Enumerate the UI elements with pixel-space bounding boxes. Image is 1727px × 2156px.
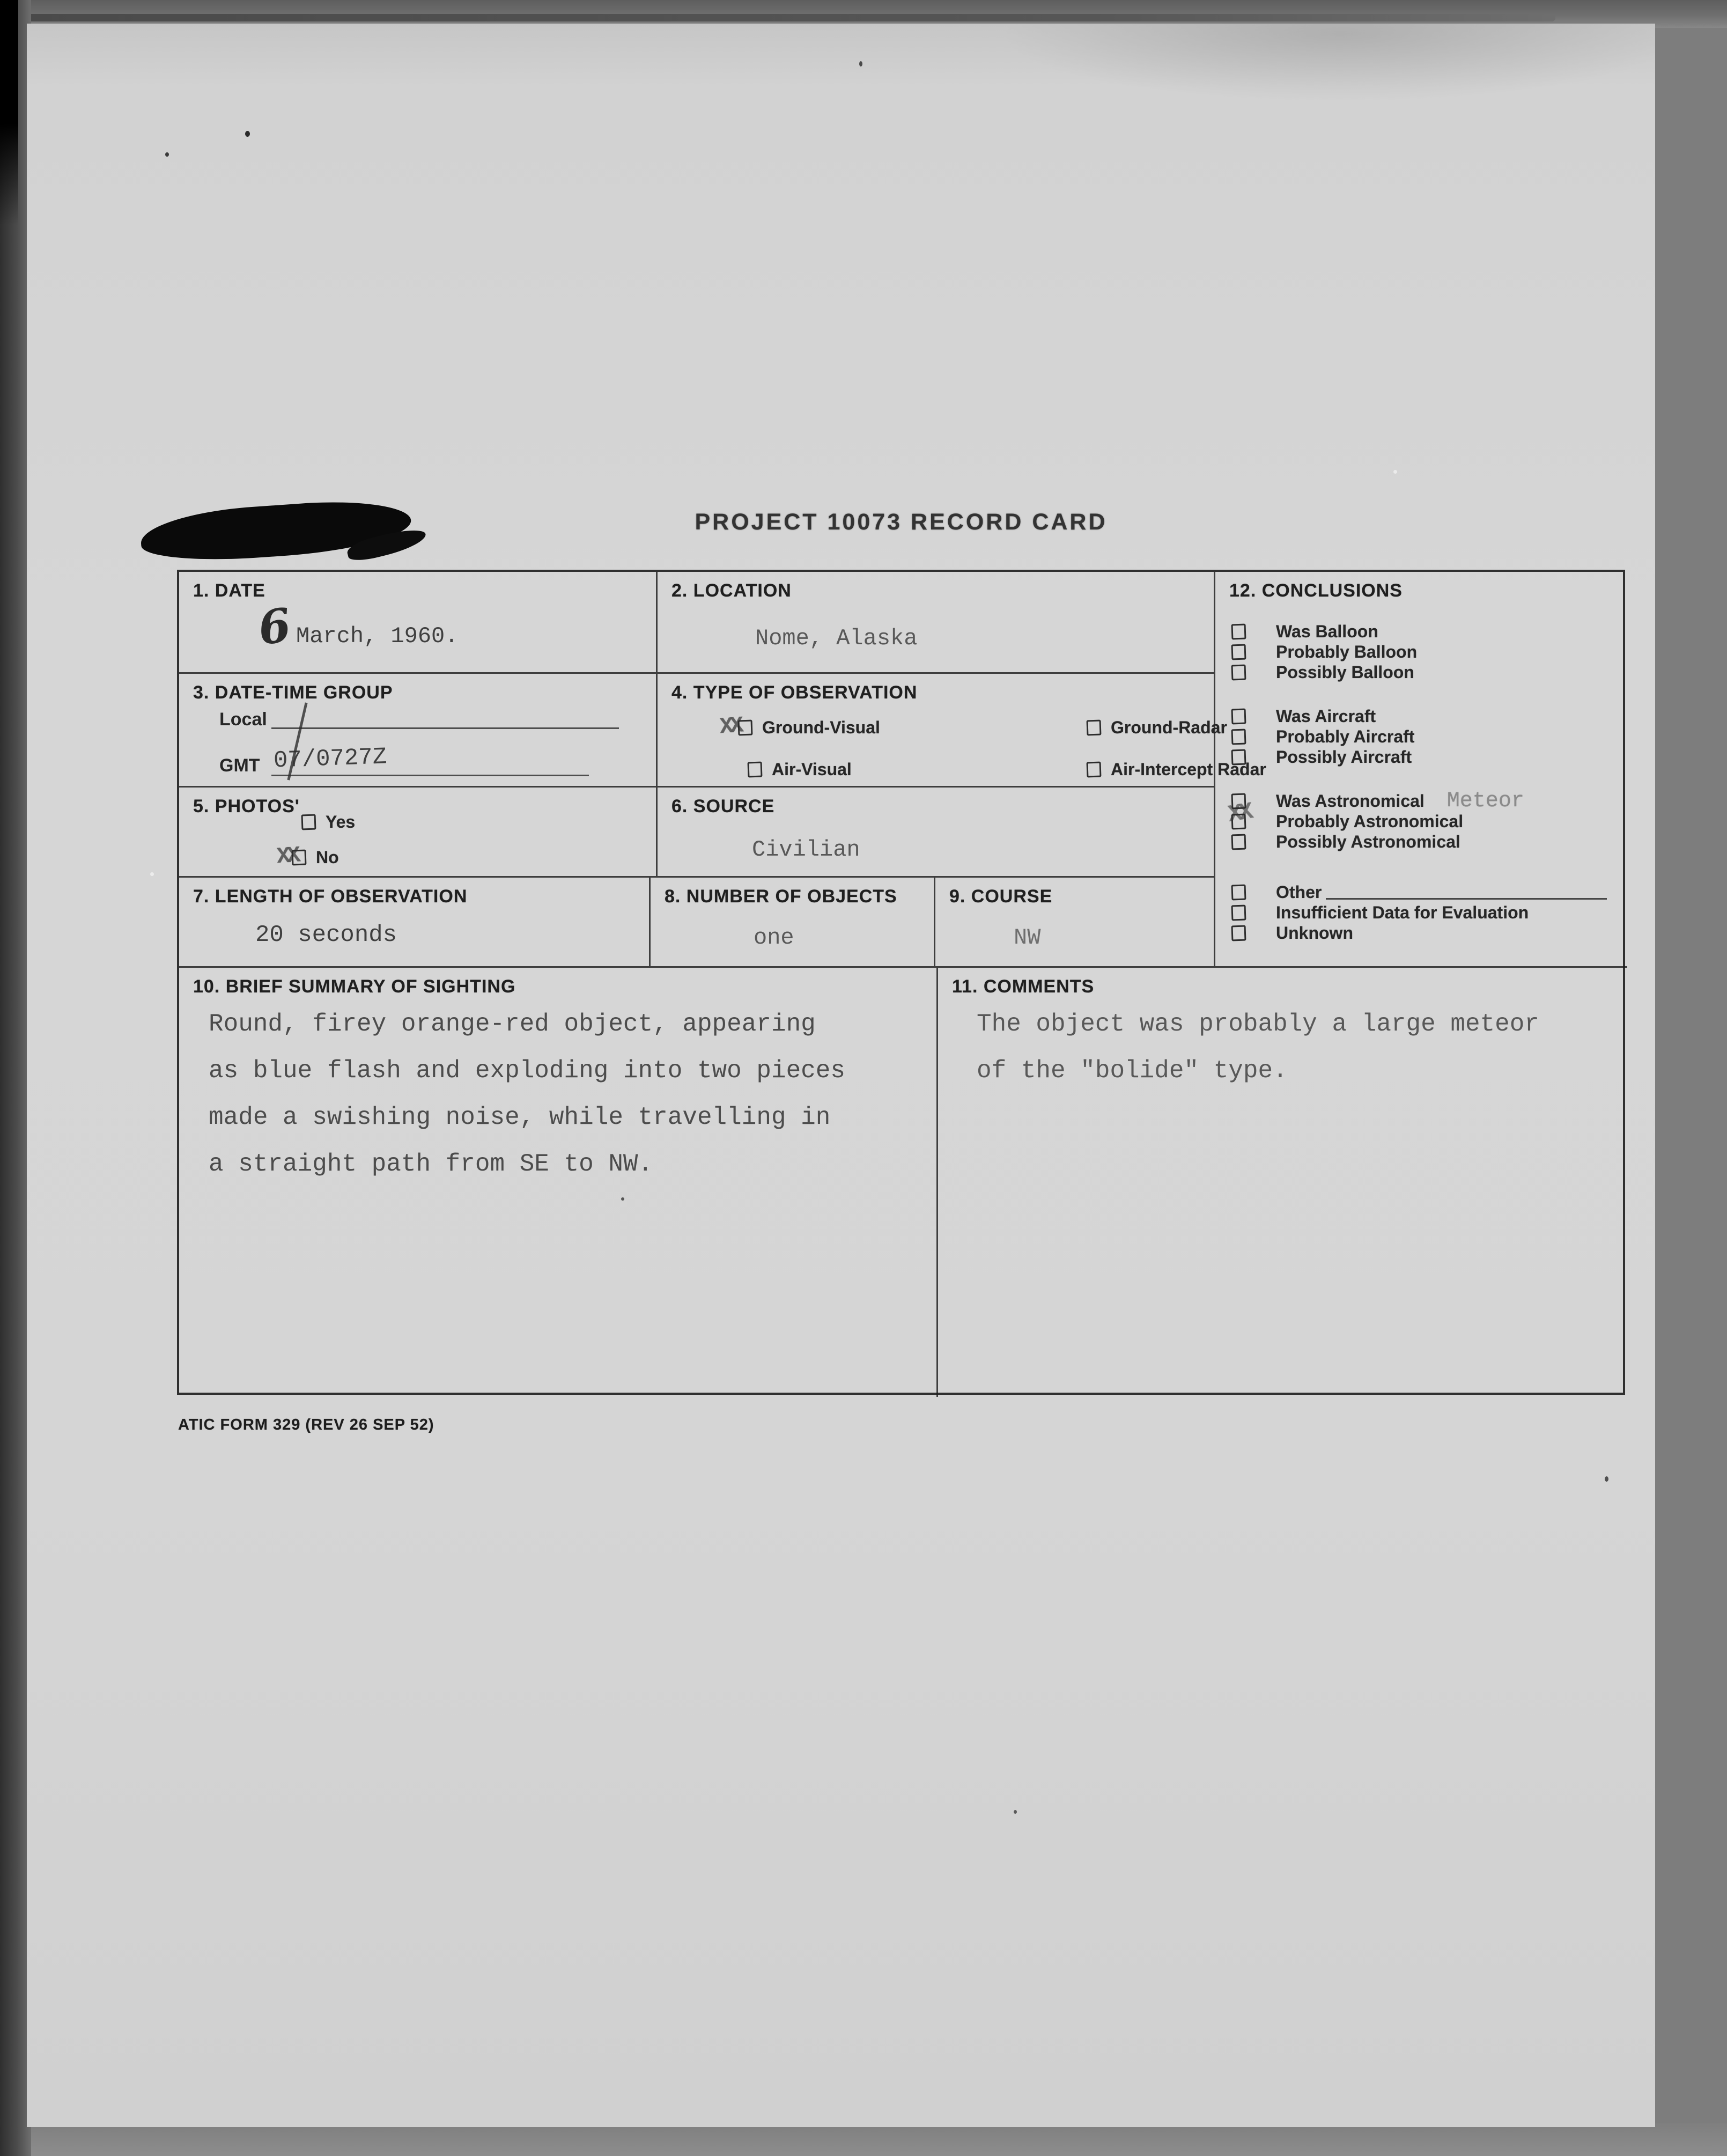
checkbox-icon	[1231, 729, 1246, 745]
form-number: ATIC FORM 329 (REV 26 SEP 52)	[178, 1416, 434, 1433]
checkbox-icon	[1087, 762, 1102, 778]
date-label: 1. DATE	[193, 580, 265, 601]
summary-line: as blue flash and exploding into two pieces	[209, 1057, 845, 1085]
gmt-blank-line	[271, 754, 589, 776]
white-speck	[150, 872, 154, 876]
checkbox-icon	[1231, 623, 1246, 639]
summary-text	[209, 1001, 845, 1188]
comments-text	[977, 1001, 1539, 1094]
meteor-annotation: Meteor	[1446, 789, 1524, 813]
typed-x-mark: XX	[719, 712, 742, 740]
scan-corner-shadow	[0, 0, 18, 225]
dust-speck	[165, 152, 169, 157]
length-value: 20 seconds	[255, 922, 397, 948]
conclusion-probably-astronomical: Probably Astronomical	[1231, 811, 1607, 832]
record-card-table	[177, 570, 1625, 1395]
cell-comments	[938, 968, 1627, 1397]
comments-label: 11. COMMENTS	[952, 976, 1095, 997]
checkbox-icon	[1231, 925, 1246, 941]
checkbox-icon	[1087, 720, 1102, 736]
option-photos-no: XX No	[276, 842, 339, 870]
local-label: Local	[219, 709, 267, 730]
cell-type-of-observation	[658, 674, 1266, 788]
source-label: 6. SOURCE	[671, 796, 775, 816]
cell-brief-summary	[179, 968, 938, 1397]
checkbox-icon	[1231, 708, 1246, 724]
option-air-visual: Air-Visual	[748, 760, 852, 779]
conclusions-label: 12. CONCLUSIONS	[1229, 580, 1403, 601]
course-label: 9. COURSE	[949, 886, 1053, 907]
typed-x-mark: XX	[1226, 799, 1252, 829]
source-value: Civilian	[752, 837, 860, 863]
cell-number-of-objects	[651, 878, 935, 968]
conclusion-probably-aircraft: Probably Aircraft	[1231, 726, 1607, 747]
course-value: NW	[1014, 925, 1041, 951]
comments-line: of the "bolide" type.	[977, 1057, 1288, 1085]
summary-line: a straight path from SE to NW.	[209, 1150, 653, 1178]
checkbox-icon	[1231, 884, 1246, 900]
dust-speck	[621, 1197, 624, 1201]
conclusion-other: Other	[1231, 882, 1607, 902]
dust-speck	[1605, 1476, 1608, 1482]
cell-date-time-group	[179, 674, 658, 788]
conclusion-possibly-aircraft: Possibly Aircraft	[1231, 747, 1607, 767]
conclusion-possibly-balloon: Possibly Balloon	[1231, 662, 1607, 682]
local-blank-line	[271, 707, 619, 729]
cell-course	[935, 878, 1215, 968]
paper-sheet	[27, 24, 1655, 2127]
conclusion-possibly-astronomical: Possibly Astronomical	[1231, 832, 1607, 852]
option-ground-visual: XX Ground-Visual	[719, 712, 880, 740]
conclusion-insufficient-data: Insufficient Data for Evaluation	[1231, 902, 1607, 923]
summary-line: Round, firey orange-red object, appearing	[209, 1010, 816, 1038]
checkbox-icon	[1231, 644, 1246, 660]
checkbox-icon	[292, 850, 307, 866]
checkbox-icon	[301, 814, 316, 830]
white-speck	[1393, 470, 1397, 474]
checkbox-icon	[1231, 904, 1246, 921]
conclusion-was-aircraft: Was Aircraft	[1231, 706, 1607, 726]
scan-bottom-band	[0, 2123, 1727, 2156]
checkbox-icon	[738, 720, 753, 736]
cell-date	[179, 572, 658, 674]
number-label: 8. NUMBER OF OBJECTS	[665, 886, 897, 907]
comments-line: The object was probably a large meteor	[977, 1010, 1539, 1038]
other-blank-line	[1326, 885, 1607, 900]
checkbox-icon	[748, 762, 763, 778]
checkbox-icon	[1231, 813, 1246, 829]
gmt-label: GMT	[219, 755, 260, 776]
type-label: 4. TYPE OF OBSERVATION	[671, 682, 918, 703]
cell-length-of-observation	[179, 878, 651, 968]
checkbox-icon	[1231, 664, 1246, 680]
summary-label: 10. BRIEF SUMMARY OF SIGHTING	[193, 976, 516, 997]
conclusion-probably-balloon: Probably Balloon	[1231, 642, 1607, 662]
length-label: 7. LENGTH OF OBSERVATION	[193, 886, 468, 907]
number-value: one	[754, 925, 794, 951]
option-air-intercept-radar: Air-Intercept Radar	[1087, 760, 1266, 779]
checkbox-icon	[1231, 793, 1246, 809]
date-value: March, 1960.	[296, 623, 459, 649]
dust-speck	[245, 131, 250, 137]
option-photos-yes: Yes	[301, 812, 355, 832]
conclusion-was-balloon: Was Balloon	[1231, 621, 1607, 642]
dtg-label: 3. DATE-TIME GROUP	[193, 682, 393, 703]
location-value: Nome, Alaska	[755, 626, 918, 651]
conclusion-was-astronomical: XX Was Astronomical Meteor	[1226, 789, 1524, 829]
conclusions-list	[1226, 621, 1607, 943]
dust-speck	[1014, 1810, 1017, 1814]
cell-location	[658, 572, 1215, 674]
conclusion-unknown: Unknown	[1231, 923, 1607, 943]
page-title: PROJECT 10073 RECORD CARD	[695, 509, 1108, 535]
option-ground-radar: Ground-Radar	[1087, 718, 1227, 738]
checkbox-icon	[1231, 834, 1246, 850]
cell-source	[658, 788, 1215, 878]
cell-photos	[179, 788, 658, 878]
dust-speck	[859, 61, 862, 67]
location-label: 2. LOCATION	[671, 580, 792, 601]
typed-x-mark: XX	[276, 842, 299, 870]
date-handwritten-digit: 6	[255, 598, 294, 656]
photos-label: 5. PHOTOS'	[193, 796, 300, 816]
cell-conclusions	[1215, 572, 1627, 968]
summary-line: made a swishing noise, while travelling in	[209, 1103, 831, 1131]
gmt-value: 07/0727Z	[273, 744, 388, 775]
scan-top-shadow-line	[0, 14, 1555, 21]
